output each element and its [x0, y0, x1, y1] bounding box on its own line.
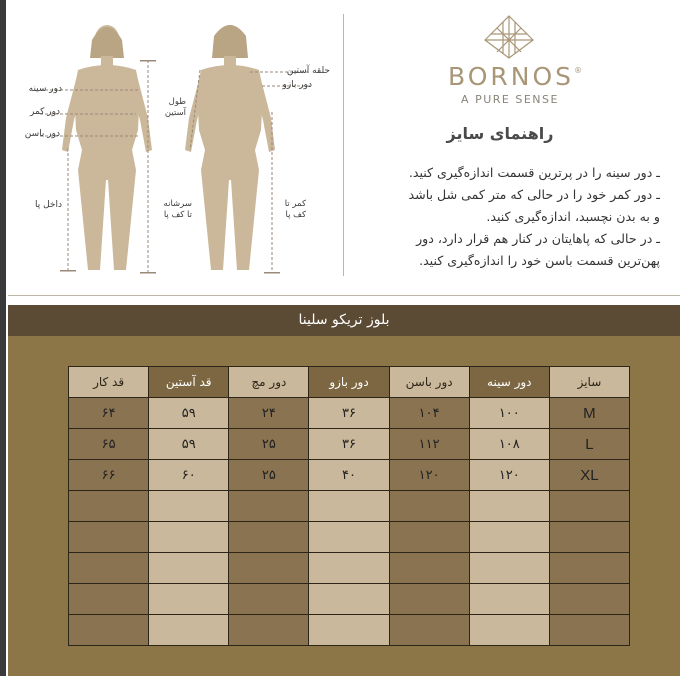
label-upper-arm: دور بازو	[282, 80, 312, 90]
label-bust: دور سینه	[28, 84, 62, 94]
header-length: قد کار	[69, 367, 149, 398]
cell-bust: ۱۰۰	[469, 398, 549, 429]
cell-hip	[389, 491, 469, 522]
instruction-line: ـ دور سینه را در پرترین قسمت اندازه‌گیری کنید.	[408, 165, 660, 180]
cell-sleeve-length: ۵۹	[149, 398, 229, 429]
cell-size: XL	[549, 460, 629, 491]
cell-upper-arm: ۴۰	[309, 460, 389, 491]
cell-upper-arm: ۳۶	[309, 398, 389, 429]
header-size: سایز	[549, 367, 629, 398]
table-header-row	[69, 367, 630, 398]
cell-hip: ۱۰۴	[389, 398, 469, 429]
cell-bust	[469, 522, 549, 553]
cell-length: ۶۴	[69, 398, 149, 429]
cell-upper-arm	[309, 491, 389, 522]
header-wrist: دور مچ	[229, 367, 309, 398]
table-row	[69, 398, 630, 429]
cell-upper-arm: ۳۶	[309, 429, 389, 460]
instruction-line: ـ دور کمر خود را در حالی که متر کمی شل باشد	[408, 187, 660, 202]
cell-upper-arm	[309, 522, 389, 553]
instruction-line: ـ در حالی که پاهایتان در کنار هم قرار دارد، دور	[416, 231, 660, 246]
cell-upper-arm	[309, 553, 389, 584]
label-waist-to-floor: کمر تا کف پا	[284, 199, 306, 220]
cell-hip: ۱۱۲	[389, 429, 469, 460]
cell-hip	[389, 553, 469, 584]
brand-name: BORNOS®	[447, 62, 582, 91]
cell-wrist: ۲۴	[229, 398, 309, 429]
table-row	[69, 491, 630, 522]
body-figures-illustration	[0, 0, 344, 290]
header-upper-arm: دور بازو	[309, 367, 389, 398]
cell-length	[69, 584, 149, 615]
cell-wrist: ۲۵	[229, 429, 309, 460]
size-table	[68, 366, 630, 646]
label-armhole: حلقه آستین	[286, 66, 330, 76]
cell-upper-arm	[309, 615, 389, 646]
cell-length: ۶۵	[69, 429, 149, 460]
cell-size	[549, 553, 629, 584]
cell-hip	[389, 584, 469, 615]
size-guide-title: راهنمای سایز	[446, 124, 554, 143]
cell-bust	[469, 491, 549, 522]
cell-size	[549, 522, 629, 553]
cell-sleeve-length	[149, 553, 229, 584]
cell-wrist	[229, 491, 309, 522]
label-hip: دور باسن	[24, 129, 60, 139]
cell-hip	[389, 522, 469, 553]
horizontal-divider	[8, 295, 680, 296]
cell-hip	[389, 615, 469, 646]
cell-size: L	[549, 429, 629, 460]
label-inseam: داخل پا	[35, 200, 62, 210]
table-row	[69, 584, 630, 615]
brand-tagline: A PURE SENSE	[461, 93, 559, 106]
cell-wrist: ۲۵	[229, 460, 309, 491]
cell-hip: ۱۲۰	[389, 460, 469, 491]
table-row	[69, 460, 630, 491]
back-body-figure	[185, 25, 275, 270]
cell-sleeve-length: ۶۰	[149, 460, 229, 491]
cell-length	[69, 615, 149, 646]
cell-bust	[469, 553, 549, 584]
cell-upper-arm	[309, 584, 389, 615]
cell-sleeve-length: ۵۹	[149, 429, 229, 460]
label-waist: دور کمر	[29, 107, 60, 117]
cell-length	[69, 522, 149, 553]
cell-bust	[469, 584, 549, 615]
table-row	[69, 429, 630, 460]
header-hip: دور باسن	[389, 367, 469, 398]
header-sleeve-length: قد آستین	[149, 367, 229, 398]
cell-length: ۶۶	[69, 460, 149, 491]
cell-sleeve-length	[149, 584, 229, 615]
cell-sleeve-length	[149, 615, 229, 646]
header-bust: دور سینه	[469, 367, 549, 398]
cell-sleeve-length	[149, 522, 229, 553]
cell-sleeve-length	[149, 491, 229, 522]
instruction-line: و به بدن نچسبد، اندازه‌گیری کنید.	[486, 209, 660, 224]
cell-wrist	[229, 615, 309, 646]
cell-wrist	[229, 584, 309, 615]
cell-wrist	[229, 553, 309, 584]
cell-bust: ۱۰۸	[469, 429, 549, 460]
instruction-line: پهن‌ترین قسمت باسن خود را اندازه‌گیری کنید.	[419, 253, 660, 268]
cell-size	[549, 584, 629, 615]
product-title: بلوز تریکو سلینا	[8, 305, 680, 336]
cell-bust	[469, 615, 549, 646]
cell-length	[69, 553, 149, 584]
measurement-instructions	[360, 162, 660, 272]
cell-bust: ۱۲۰	[469, 460, 549, 491]
cell-wrist	[229, 522, 309, 553]
table-row	[69, 522, 630, 553]
cell-size: M	[549, 398, 629, 429]
cell-size	[549, 615, 629, 646]
table-row	[69, 615, 630, 646]
brand-logo-icon	[483, 14, 535, 60]
label-shoulder-to-floor: سرشانه تا کف پا	[163, 199, 192, 220]
cell-length	[69, 491, 149, 522]
cell-size	[549, 491, 629, 522]
front-body-figure	[62, 25, 152, 270]
label-sleeve-length: طول آستین	[164, 97, 186, 118]
table-row	[69, 553, 630, 584]
